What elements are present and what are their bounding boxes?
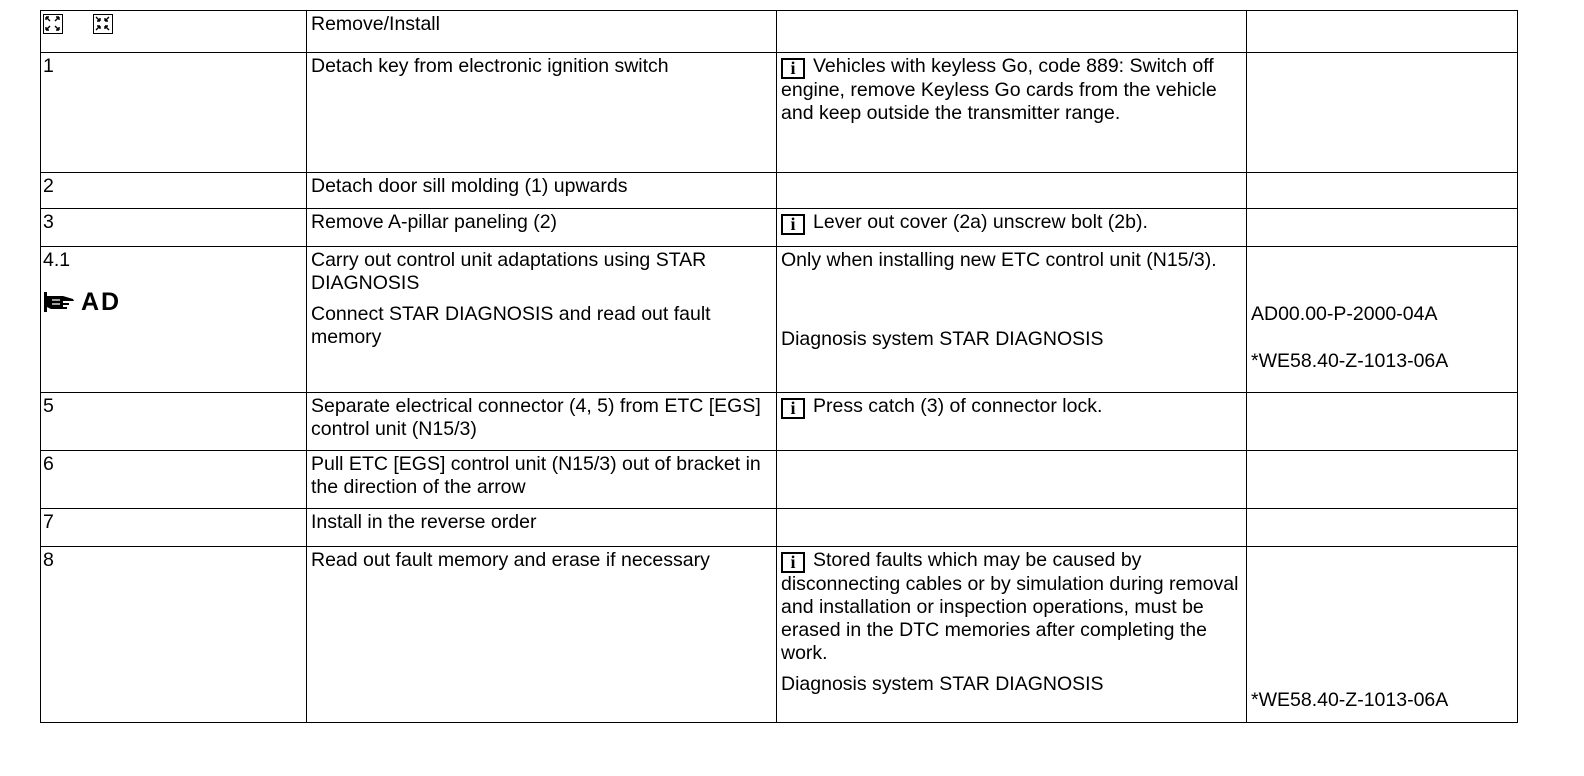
step-reference-cell <box>1247 547 1518 723</box>
step-number: 8 <box>41 547 307 723</box>
step-note <box>777 209 1247 247</box>
step-note-cell <box>777 247 1247 393</box>
table-row <box>41 393 1518 451</box>
step-number: 2 <box>41 173 307 209</box>
step-reference <box>1247 209 1518 247</box>
step-number: 4.1 <box>43 249 71 271</box>
step-action: Remove A-pillar paneling (2) <box>307 209 777 247</box>
table-row <box>41 451 1518 509</box>
note-text: Vehicles with keyless Go, code 889: Switch off engine, remove Keyless Go cards from the vehicle and keep outside the transmitter range. <box>781 55 1217 124</box>
header-icons-cell <box>41 11 307 53</box>
note-text: Press catch (3) of connector lock. <box>813 395 1103 417</box>
step-number-cell <box>41 247 307 393</box>
table-row <box>41 173 1518 209</box>
table-row <box>41 547 1518 723</box>
table-header-row <box>41 11 1518 53</box>
table-row <box>41 247 1518 393</box>
note-text: Lever out cover (2a) unscrew bolt (2b). <box>813 211 1148 233</box>
step-action: Detach door sill molding (1) upwards <box>307 173 777 209</box>
step-note <box>777 173 1247 209</box>
step-note-secondary: Diagnosis system STAR DIAGNOSIS <box>781 673 1104 695</box>
ad-marker-text: AD <box>81 287 122 316</box>
step-note-cell <box>777 547 1247 723</box>
step-reference <box>1247 451 1518 509</box>
step-action: Detach key from electronic ignition switch <box>307 53 777 173</box>
procedure-table <box>40 10 1518 723</box>
header-empty-cell <box>777 11 1247 53</box>
table-row <box>41 209 1518 247</box>
step-reference <box>1247 53 1518 173</box>
info-icon: i <box>781 398 805 419</box>
step-note <box>777 509 1247 547</box>
step-number: 5 <box>41 393 307 451</box>
reference-link[interactable]: AD00.00-P-2000-04A <box>1251 303 1438 325</box>
step-action: Install in the reverse order <box>307 509 777 547</box>
note-text: Stored faults which may be caused by disconnecting cables or by simulation during removal and installation or inspection operations, must be erased in the DTC memories after completing the work. <box>781 549 1239 664</box>
ad-marker <box>43 287 122 316</box>
table-row <box>41 509 1518 547</box>
reference-link[interactable]: *WE58.40-Z-1013-06A <box>1251 350 1449 372</box>
expand-icon[interactable] <box>43 14 63 34</box>
info-icon: i <box>781 58 805 79</box>
info-icon: i <box>781 552 805 573</box>
step-note <box>777 451 1247 509</box>
step-note <box>777 53 1247 173</box>
step-note-secondary: Diagnosis system STAR DIAGNOSIS <box>781 328 1104 350</box>
step-action: Separate electrical connector (4, 5) from ETC [EGS] control unit (N15/3) <box>307 393 777 451</box>
step-action-secondary: Connect STAR DIAGNOSIS and read out fault memory <box>311 303 711 348</box>
step-reference-cell <box>1247 247 1518 393</box>
reference-link[interactable]: *WE58.40-Z-1013-06A <box>1251 689 1449 711</box>
step-action: Carry out control unit adaptations using STAR DIAGNOSIS <box>311 249 707 294</box>
step-number: 3 <box>41 209 307 247</box>
info-icon: i <box>781 214 805 235</box>
step-reference <box>1247 509 1518 547</box>
step-reference <box>1247 393 1518 451</box>
step-action-cell <box>307 247 777 393</box>
table-row <box>41 53 1518 173</box>
step-number: 7 <box>41 509 307 547</box>
step-note <box>777 393 1247 451</box>
step-action: Read out fault memory and erase if necessary <box>307 547 777 723</box>
step-action: Pull ETC [EGS] control unit (N15/3) out of bracket in the direction of the arrow <box>307 451 777 509</box>
step-number: 1 <box>41 53 307 173</box>
step-number: 6 <box>41 451 307 509</box>
pointing-hand-icon <box>43 290 77 314</box>
step-reference <box>1247 173 1518 209</box>
step-note: Only when installing new ETC control unit (N15/3). <box>781 249 1217 271</box>
header-empty-cell <box>1247 11 1518 53</box>
collapse-icon[interactable] <box>93 14 113 34</box>
header-title: Remove/Install <box>307 11 777 53</box>
